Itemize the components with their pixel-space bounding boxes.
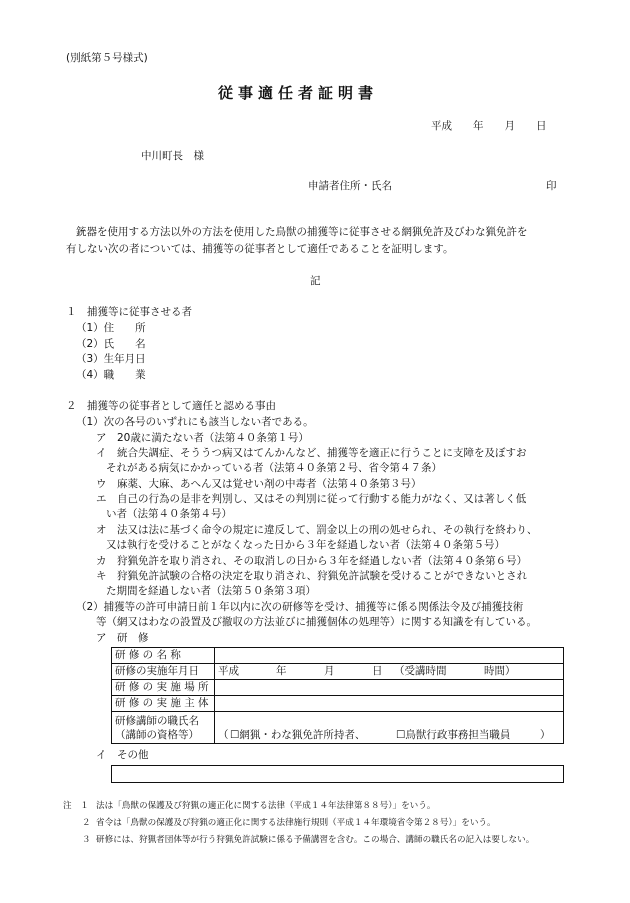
disqualification-ki-cont: た期間を経過しない者（法第５０条第３項）	[106, 585, 316, 597]
training-date-label: 研修の実施年月日	[112, 664, 215, 680]
note-1-head: 注 １	[63, 801, 89, 811]
disqualification-ka: カ 狩猟免許を取り消され、その取消しの日から３年を経過しない者（法第４０条第６号）	[96, 555, 528, 567]
disqualification-a: ア 20歳に満たない者（法第４０条第１号）	[96, 432, 309, 444]
disqualification-o: オ 法又は法に基づく命令の規定に違反して、罰金以上の刑の処せられ、その執行を終わり、	[96, 524, 538, 536]
training-name-label: 研 修 の 名 称	[112, 648, 215, 664]
date-line: 平成 年 月 日	[431, 120, 547, 132]
lecturer-label-line2: （講師の資格等）	[115, 728, 199, 741]
disqualification-ki: キ 狩猟免許試験の合格の決定を取り消され、狩猟免許試験を受けることができないとされ	[96, 570, 528, 582]
training-name-field[interactable]	[215, 648, 564, 664]
paren-close: ）	[540, 729, 551, 741]
note-3: 研修には、狩猟者団体等が行う狩猟免許試験に係る予備講習を含む。この場合、講師の職氏名の記入は要しない。	[96, 835, 535, 845]
hours-open-text: （受講時間	[394, 665, 447, 677]
training-place-field[interactable]	[215, 680, 564, 696]
lecturer-field[interactable]	[215, 712, 564, 744]
addressee: 中川町長 様	[141, 150, 204, 162]
training-table	[111, 647, 564, 744]
section1-heading: １ 捕獲等に従事させる者	[66, 306, 192, 318]
disqualification-o-cont: 又は執行を受けることがなくなった日から３年を経過しない者（法第４０条第５号）	[106, 539, 505, 551]
checkbox-net-trap-license[interactable]: ☐網猟・わな猟免許所持者、	[230, 729, 366, 741]
paren-open: （	[218, 729, 229, 741]
section1-item-name: （2）氏 名	[76, 338, 146, 350]
section1-item-birthdate: （3）生年月日	[76, 353, 146, 365]
intro-line: 有しない次の者については、捕獲等の従事者として適任であることを証明します。	[66, 243, 454, 255]
disqualification-u: ウ 麻薬、大麻、あへん又は覚せい剤の中毒者（法第４０条第３号）	[96, 478, 422, 490]
training-label: ア 研 修	[96, 632, 149, 644]
disqualification-i-cont: それがある病気にかかっている者（法第４０条第２号、省令第４７条）	[106, 462, 442, 474]
section2-sub2-cont: 等（網又はわなの設置及び撤収の方法並びに捕獲個体の処理等）に関する知識を有している。	[96, 616, 537, 628]
training-organizer-field[interactable]	[215, 696, 564, 712]
training-place-label: 研 修 の 実 施 場 所	[112, 680, 215, 696]
note-2-num: ２	[82, 818, 91, 828]
checkbox-wildlife-admin-staff[interactable]: ☐鳥獣行政事務担当職員	[396, 729, 511, 741]
day-text: 日	[372, 665, 383, 677]
disqualification-e: エ 自己の行為の是非を判別し、又はその判別に従って行動する能力がなく、又は著しく低	[96, 493, 527, 505]
page-title: 従事適任者証明書	[218, 84, 379, 102]
disqualification-i: イ 統合失調症、そううつ病又はてんかんなど、捕獲等を適正に行うことに支障を及ぼすお	[96, 447, 527, 459]
seal-mark: 印	[546, 180, 557, 192]
applicant-address-name-label: 申請者住所・氏名	[308, 180, 392, 192]
year-text: 年	[276, 665, 287, 677]
other-label: イ その他	[96, 749, 149, 761]
era-text: 平成	[218, 665, 239, 677]
section2-sub1: （1）次の各号のいずれにも該当しない者である。	[76, 416, 314, 428]
note-1: 法は「鳥獣の保護及び狩猟の適正化に関する法律（平成１４年法律第８８号）」をいう。	[96, 801, 436, 811]
section1-item-occupation: （4）職 業	[76, 369, 146, 381]
training-organizer-label: 研 修 の 実 施 主 体	[112, 696, 215, 712]
intro-line: 銃器を使用する方法以外の方法を使用した鳥獣の捕獲等に従事させる網猟免許及びわな猟免許を	[76, 226, 528, 238]
hours-close-text: 時間）	[484, 665, 516, 677]
note-2: 省令は「鳥獣の保護及び狩猟の適正化に関する法律施行規則（平成１４年環境省令第２８号）」をいう。	[96, 818, 496, 828]
lecturer-label-line1: 研修講師の職氏名	[115, 714, 199, 727]
ki-marker: 記	[310, 275, 321, 287]
section2-heading: ２ 捕獲等の従事者として適任と認める事由	[66, 400, 276, 412]
month-text: 月	[324, 665, 335, 677]
other-field[interactable]	[111, 765, 564, 783]
note-3-num: ３	[82, 835, 91, 845]
disqualification-e-cont: い者（法第４０条第４号）	[106, 508, 232, 520]
lecturer-label	[112, 712, 215, 744]
section2-sub2: （2）捕獲等の許可申請日前１年以内に次の研修等を受け、捕獲等に係る関係法令及び捕獲技術	[76, 601, 524, 613]
training-date-field[interactable]	[215, 664, 564, 680]
section1-item-address: （1）住 所	[76, 322, 146, 334]
form-reference: (別紙第５号様式)	[66, 52, 148, 64]
